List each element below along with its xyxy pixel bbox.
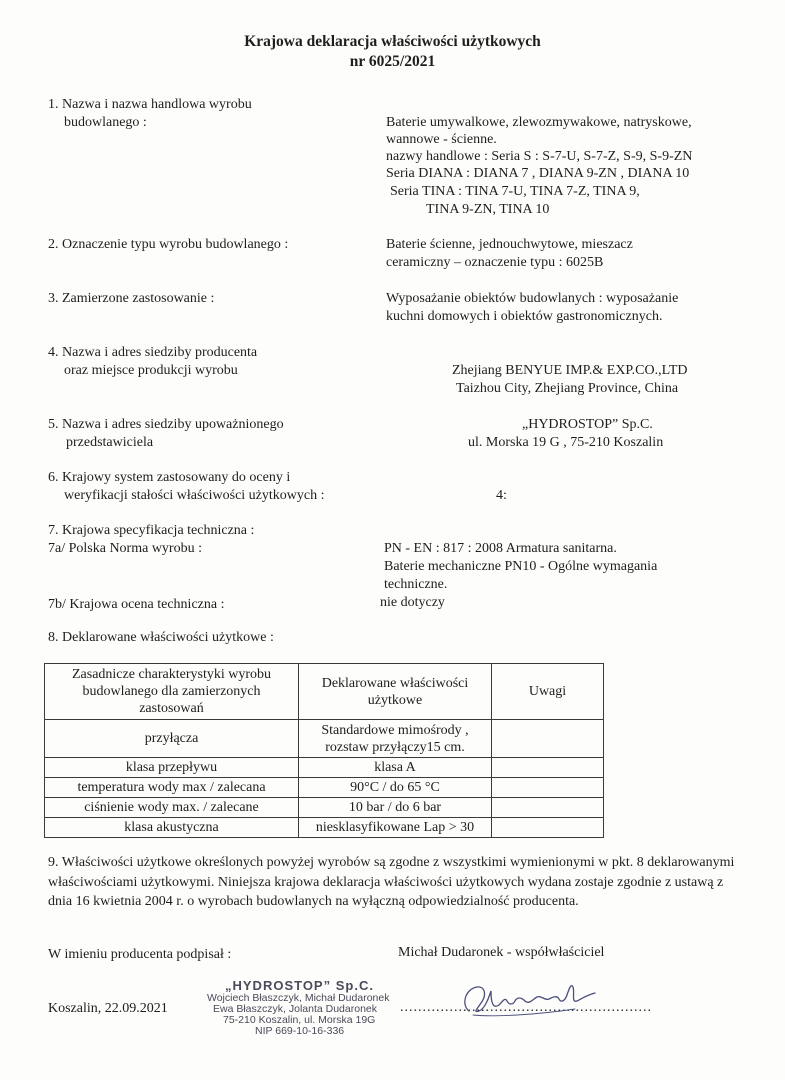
s5-value: „HYDROSTOP” Sp.C. — [522, 417, 653, 432]
table-cell: klasa przepływu — [45, 758, 299, 778]
table-cell: 10 bar / do 6 bar — [299, 798, 492, 818]
s2-value: ceramiczny – oznaczenie typu : 6025B — [386, 255, 604, 270]
table-cell — [492, 758, 604, 778]
table-cell — [492, 798, 604, 818]
s9-paragraph: 9. Właściwości użytkowe określonych powyżej wyrobów są zgodne z wszystkimi wymienionymi w pkt. 8 deklarowanymi właściwościami użytkowymi. Niniejsza krajowa deklaracja właściwości użytkowych wydana zostaje zgodnie z ustawą z dnia 16 kwietnia 2004 r. o wyrobach budowlanych na wyłączną odpowiedzialność producenta. — [48, 855, 735, 909]
table-row — [45, 818, 604, 838]
s5-label: przedstawiciela — [66, 435, 154, 450]
s8-label: 8. Deklarowane właściwości użytkowe : — [48, 630, 274, 645]
table-header: Deklarowane właściwości użytkowe — [299, 664, 492, 720]
table-cell — [492, 818, 604, 838]
stamp-line: 75-210 Koszalin, ul. Morska 19G — [223, 1014, 376, 1026]
table-header: Zasadnicze charakterystyki wyrobu budowlanego dla zamierzonych zastosowań — [45, 664, 299, 720]
table-row — [45, 778, 604, 798]
signature-line: ........................................................ — [400, 1000, 652, 1015]
s6-label: 6. Krajowy system zastosowany do oceny i — [48, 470, 291, 485]
company-stamp — [207, 978, 390, 1037]
s7a-label: 7a/ Polska Norma wyrobu : — [48, 541, 202, 556]
handwritten-signature — [455, 975, 615, 1025]
place-date: Koszalin, 22.09.2021 — [48, 1001, 168, 1016]
stamp-line: NIP 669-10-16-336 — [255, 1025, 345, 1037]
s3-value: Wyposażanie obiektów budowlanych : wyposażanie — [386, 291, 679, 306]
table-cell: temperatura wody max / zalecana — [45, 778, 299, 798]
table-row — [45, 798, 604, 818]
s1-value: Baterie umywalkowe, zlewozmywakowe, natryskowe, — [386, 115, 692, 130]
s4-value: Taizhou City, Zhejiang Province, China — [456, 381, 679, 396]
stamp-line: Wojciech Błaszczyk, Michał Dudaronek — [207, 992, 390, 1004]
s1-label: 1. Nazwa i nazwa handlowa wyrobu — [48, 97, 252, 112]
table-cell — [492, 720, 604, 758]
stamp-line: Ewa Błaszczyk, Jolanta Dudaronek — [213, 1003, 377, 1015]
signer-name: Michał Dudaronek - współwłaściciel — [398, 945, 605, 960]
s3-value: kuchni domowych i obiektów gastronomicznych. — [386, 309, 663, 324]
s1-value: Seria DIANA : DIANA 7 , DIANA 9-ZN , DIANA 10 — [386, 166, 690, 181]
s1-value: Seria TINA : TINA 7-U, TINA 7-Z, TINA 9, — [390, 184, 640, 199]
table-header-row — [45, 664, 604, 720]
doc-title: Krajowa deklaracja właściwości użytkowych — [244, 33, 541, 50]
s7b-label: 7b/ Krajowa ocena techniczna : — [48, 597, 225, 612]
s4-label: 4. Nazwa i adres siedziby producenta — [48, 345, 258, 360]
signed-label: W imieniu producenta podpisał : — [48, 947, 232, 962]
s7a-value: techniczne. — [384, 577, 448, 592]
s5-label: 5. Nazwa i adres siedziby upoważnionego — [48, 417, 284, 432]
doc-number: nr 6025/2021 — [349, 53, 436, 70]
s7-label: 7. Krajowa specyfikacja techniczna : — [48, 523, 255, 538]
table-row — [45, 720, 604, 758]
stamp-line: „HYDROSTOP” Sp.C. — [225, 978, 374, 993]
s5-value: ul. Morska 19 G , 75-210 Koszalin — [468, 435, 664, 450]
s2-label: 2. Oznaczenie typu wyrobu budowlanego : — [48, 237, 289, 252]
table-cell: niesklasyfikowane Lap > 30 — [299, 818, 492, 838]
s1-value: nazwy handlowe : Seria S : S-7-U, S-7-Z, S-9, S-9-ZN — [386, 149, 693, 164]
table-cell: ciśnienie wody max. / zalecane — [45, 798, 299, 818]
s4-value: Zhejiang BENYUE IMP.& EXP.CO.,LTD — [452, 363, 688, 378]
table-cell: klasa A — [299, 758, 492, 778]
properties-table — [44, 663, 604, 838]
s7a-value: Baterie mechaniczne PN10 - Ogólne wymagania — [384, 559, 658, 574]
s6-label: weryfikacji stałości właściwości użytkowych : — [64, 488, 325, 503]
table-cell — [492, 778, 604, 798]
s1-value: TINA 9-ZN, TINA 10 — [426, 202, 550, 217]
s7a-value: PN - EN : 817 : 2008 Armatura sanitarna. — [384, 541, 617, 556]
s2-value: Baterie ścienne, jednouchwytowe, mieszacz — [386, 237, 633, 252]
table-cell: 90°C / do 65 °C — [299, 778, 492, 798]
table-cell: klasa akustyczna — [45, 818, 299, 838]
table-header: Uwagi — [492, 664, 604, 720]
s1-value: wannowe - ścienne. — [386, 132, 497, 147]
s7b-value: nie dotyczy — [380, 595, 445, 610]
table-row — [45, 758, 604, 778]
s4-label: oraz miejsce produkcji wyrobu — [64, 363, 238, 378]
table-cell: przyłącza — [45, 720, 299, 758]
s6-value: 4: — [496, 488, 507, 503]
s1-label: budowlanego : — [64, 115, 147, 130]
table-cell: Standardowe mimośrody , rozstaw przyłączy15 cm. — [299, 720, 492, 758]
s3-label: 3. Zamierzone zastosowanie : — [48, 291, 215, 306]
